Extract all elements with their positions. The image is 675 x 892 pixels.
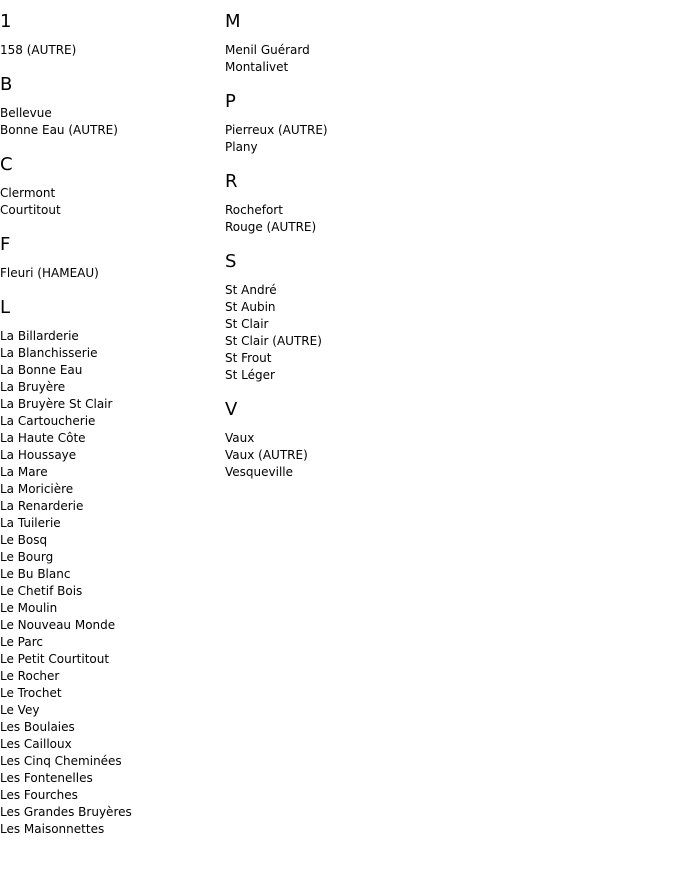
place-item: Le Parc	[0, 635, 43, 649]
letter-heading: 1	[0, 11, 12, 32]
place-item: Le Vey	[0, 703, 40, 717]
place-item: Pierreux (AUTRE)	[225, 123, 328, 137]
place-list	[0, 42, 220, 59]
place-item: La Billarderie	[0, 329, 79, 343]
place-item: Le Bosq	[0, 533, 48, 547]
letter-group	[225, 398, 525, 481]
place-item: Le Trochet	[0, 686, 62, 700]
place-item: Les Boulaies	[0, 720, 75, 734]
letter-group	[0, 10, 220, 59]
place-list	[225, 282, 525, 384]
place-item: 158 (AUTRE)	[0, 43, 77, 57]
letter-heading: L	[0, 297, 11, 318]
letter-group	[225, 250, 525, 384]
letter-heading: R	[225, 171, 238, 192]
place-item: Le Moulin	[0, 601, 58, 615]
place-item: St André	[225, 283, 277, 297]
place-item: Clermont	[0, 186, 56, 200]
letter-group	[0, 153, 220, 219]
place-item: La Bruyère St Clair	[0, 397, 113, 411]
letter-group	[0, 73, 220, 139]
place-item: Vesqueville	[225, 465, 294, 479]
place-list	[225, 202, 525, 236]
place-item: Les Fourches	[0, 788, 78, 802]
letter-heading: S	[225, 251, 237, 272]
place-item: La Renarderie	[0, 499, 84, 513]
place-item: Le Chetif Bois	[0, 584, 83, 598]
index-column-left	[0, 10, 220, 852]
place-item: Bellevue	[0, 106, 52, 120]
place-item: La Cartoucherie	[0, 414, 96, 428]
place-item: La Houssaye	[0, 448, 77, 462]
letter-group	[0, 233, 220, 282]
place-item: La Bonne Eau	[0, 363, 83, 377]
place-item: Fleuri (HAMEAU)	[0, 266, 99, 280]
letter-heading: P	[225, 91, 236, 112]
letter-heading: F	[0, 234, 11, 255]
letter-heading: V	[225, 399, 238, 420]
place-list	[225, 42, 525, 76]
letter-group	[0, 296, 220, 838]
letter-group	[225, 10, 525, 76]
place-item: Courtitout	[0, 203, 61, 217]
place-item: La Moricière	[0, 482, 74, 496]
place-item: La Blanchisserie	[0, 346, 98, 360]
place-item: St Clair	[225, 317, 269, 331]
place-item: Les Fontenelles	[0, 771, 93, 785]
place-item: Plany	[225, 140, 258, 154]
place-item: Le Nouveau Monde	[0, 618, 116, 632]
place-item: Vaux (AUTRE)	[225, 448, 308, 462]
place-item: St Clair (AUTRE)	[225, 334, 322, 348]
place-item: La Tuilerie	[0, 516, 61, 530]
place-item: Vaux	[225, 431, 255, 445]
place-item: La Mare	[0, 465, 48, 479]
place-item: La Bruyère	[0, 380, 66, 394]
place-list	[225, 122, 525, 156]
place-item: Les Cailloux	[0, 737, 72, 751]
place-list	[225, 430, 525, 481]
place-item: Le Bu Blanc	[0, 567, 71, 581]
place-item: St Frout	[225, 351, 272, 365]
place-item: Les Cinq Cheminées	[0, 754, 122, 768]
place-item: Menil Guérard	[225, 43, 310, 57]
place-item: Montalivet	[225, 60, 289, 74]
place-item: Rouge (AUTRE)	[225, 220, 317, 234]
place-item: Les Maisonnettes	[0, 822, 105, 836]
place-item: Le Bourg	[0, 550, 54, 564]
letter-heading: B	[0, 74, 13, 95]
letter-heading: M	[225, 11, 241, 32]
place-item: Le Petit Courtitout	[0, 652, 110, 666]
place-item: Les Grandes Bruyères	[0, 805, 132, 819]
place-list	[0, 328, 220, 838]
place-list	[0, 185, 220, 219]
place-item: Bonne Eau (AUTRE)	[0, 123, 118, 137]
place-list	[0, 105, 220, 139]
place-item: St Aubin	[225, 300, 276, 314]
letter-group	[225, 170, 525, 236]
place-item: St Léger	[225, 368, 275, 382]
place-item: Rochefort	[225, 203, 283, 217]
place-item: Le Rocher	[0, 669, 60, 683]
letter-group	[225, 90, 525, 156]
place-item: La Haute Côte	[0, 431, 86, 445]
letter-heading: C	[0, 154, 13, 175]
index-column-right	[225, 10, 525, 495]
place-list	[0, 265, 220, 282]
